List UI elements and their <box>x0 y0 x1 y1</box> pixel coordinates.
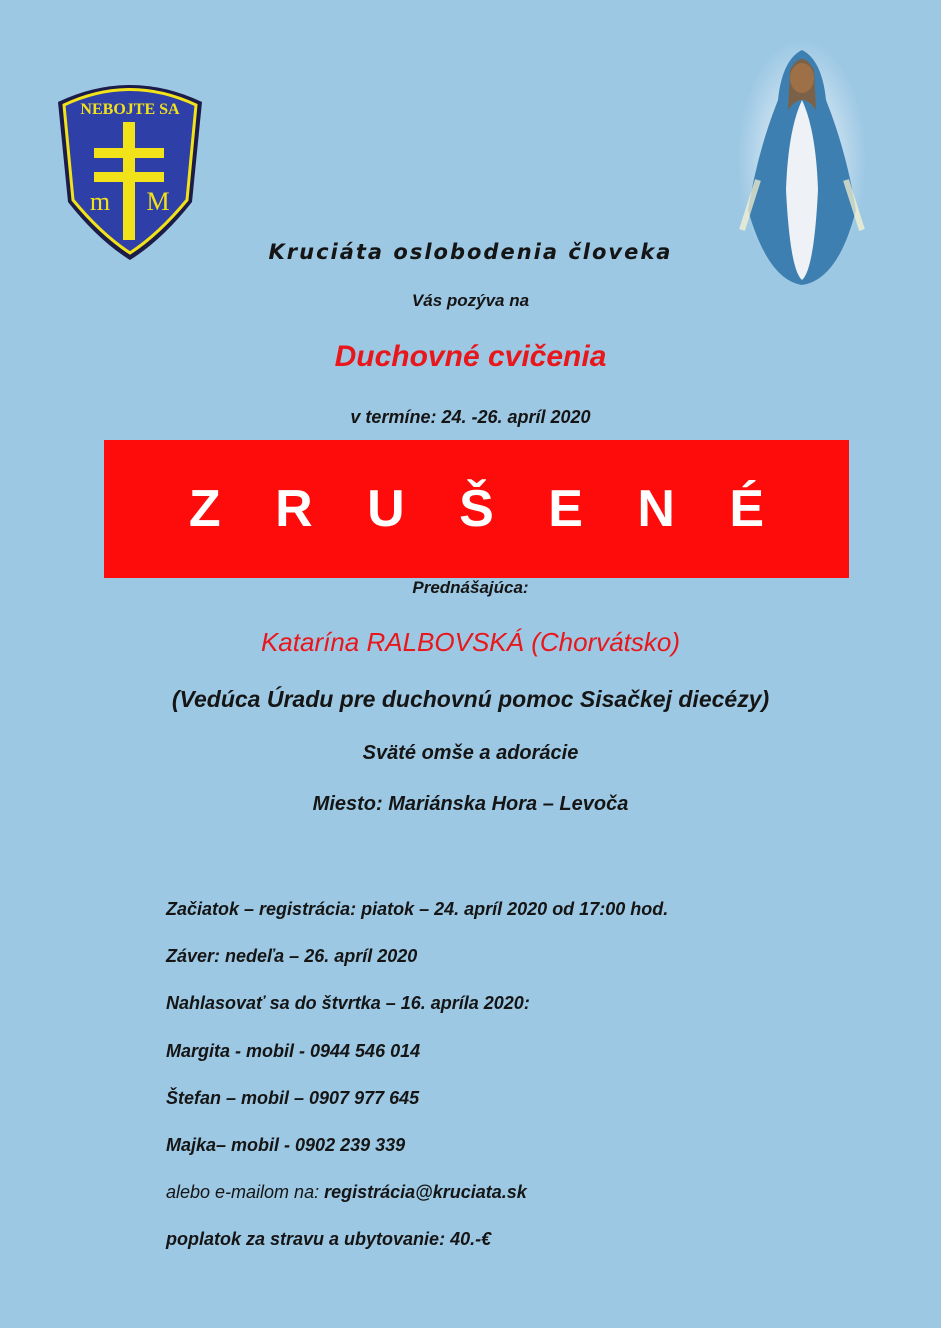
email-line <box>166 1182 527 1203</box>
speaker-label: Prednášajúca: <box>412 578 529 597</box>
cancelled-text: Z R U Š E N É <box>188 480 785 538</box>
masses-text: Sväté omše a adorácie <box>362 742 579 764</box>
logo-letter-M: M <box>146 187 170 216</box>
event-date: v termíne: 24. -26. apríl 2020 <box>350 407 591 427</box>
logo-shield <box>52 72 208 262</box>
contact-majka: Majka– mobil - 0902 239 339 <box>166 1135 406 1155</box>
event-title: Duchovné cvičenia <box>334 340 607 373</box>
signup-info: Nahlasovať sa do štvrtka – 16. apríla 2020: <box>166 993 530 1013</box>
contact-margita: Margita - mobil - 0944 546 014 <box>166 1041 421 1061</box>
place-text: Miesto: Mariánska Hora – Levoča <box>312 793 629 815</box>
logo-letter-m: m <box>89 187 111 216</box>
start-info: Začiatok – registrácia: piatok – 24. apríl 2020 od 17:00 hod. <box>166 899 669 919</box>
invite-text: Vás pozýva na <box>411 291 530 310</box>
fee-info: poplatok za stravu a ubytovanie: 40.-€ <box>166 1229 492 1249</box>
email-link[interactable]: registrácia@kruciata.sk <box>324 1182 527 1202</box>
cancelled-banner <box>104 440 849 578</box>
logo-text: NEBOJTE SA <box>80 101 180 118</box>
email-prefix: alebo e-mailom na: <box>166 1182 325 1202</box>
organization-name: Kruciáta oslobodenia človeka <box>268 240 673 264</box>
end-info: Záver: nedeľa – 26. apríl 2020 <box>166 946 418 966</box>
speaker-role: (Vedúca Úradu pre duchovnú pomoc Sisačkej diecézy) <box>171 686 770 712</box>
speaker-name: Katarína RALBOVSKÁ (Chorvátsko) <box>260 627 681 657</box>
contact-stefan: Štefan – mobil – 0907 977 645 <box>166 1088 420 1108</box>
